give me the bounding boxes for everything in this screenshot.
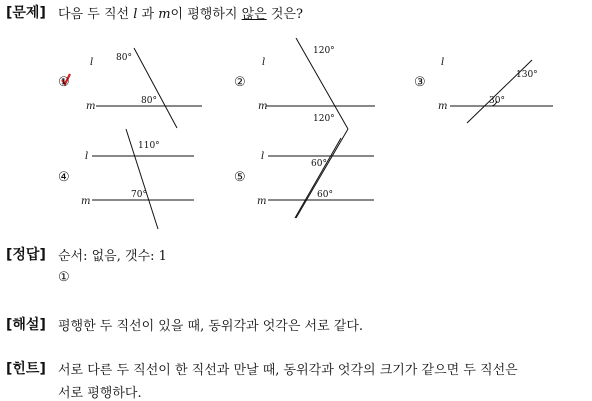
opt4-label-m: m bbox=[81, 196, 91, 207]
opt3-angle-1: 130° bbox=[516, 70, 538, 80]
hint-line-2: 서로 평행하다. bbox=[58, 386, 142, 401]
opt1-label-m: m bbox=[86, 101, 96, 112]
opt2-angle-1: 120° bbox=[313, 46, 335, 56]
var-l: l bbox=[133, 7, 138, 22]
option-2-number[interactable]: ② bbox=[234, 75, 246, 90]
opt5-angle-2: 60° bbox=[317, 190, 333, 200]
opt5-angle-1: 60° bbox=[311, 159, 327, 169]
answer-tag: [정답] bbox=[6, 247, 46, 263]
opt2-transversal-2 bbox=[296, 129, 348, 218]
hint-line-1: 서로 다른 두 직선이 한 직선과 만날 때, 동위각과 엇각의 크기가 같으면 두 직선은 bbox=[58, 363, 518, 378]
opt3-label-l: l bbox=[441, 57, 445, 68]
opt5-transversal bbox=[295, 138, 341, 218]
explanation-text: 평행한 두 직선이 있을 때, 동위각과 엇각은 서로 같다. bbox=[58, 319, 364, 334]
opt2-label-m: m bbox=[258, 101, 268, 112]
question-part-2: 과 bbox=[137, 7, 159, 22]
answer-line-1: 순서: 없음, 갯수: 1 bbox=[58, 249, 167, 264]
hint-tag: [힌트] bbox=[6, 361, 46, 377]
question-part-1: 다음 두 직선 bbox=[58, 7, 134, 22]
explanation-tag: [해설] bbox=[6, 317, 46, 333]
problem-tag: [문제] bbox=[6, 5, 46, 21]
opt4-angle-2: 70° bbox=[131, 190, 147, 200]
option-1-number[interactable]: ① bbox=[58, 75, 70, 90]
option-5-number[interactable]: ⑤ bbox=[234, 170, 246, 185]
opt1-label-l: l bbox=[90, 57, 94, 68]
opt1-angle-2: 80° bbox=[141, 96, 157, 106]
opt4-angle-1: 110° bbox=[138, 141, 160, 151]
question-underlined: 않은 bbox=[241, 7, 267, 22]
answer-line-2: ① bbox=[58, 270, 70, 285]
option-3-number[interactable]: ③ bbox=[414, 75, 426, 90]
opt3-label-m: m bbox=[438, 101, 448, 112]
opt2-label-l: l bbox=[262, 57, 266, 68]
opt5-label-l: l bbox=[261, 151, 265, 162]
opt1-transversal bbox=[134, 48, 177, 128]
question-part-3: 이 평행하지 bbox=[170, 7, 242, 22]
opt4-label-l: l bbox=[85, 151, 89, 162]
option-4-number[interactable]: ④ bbox=[58, 170, 70, 185]
question-part-4: 것은? bbox=[266, 7, 303, 22]
opt1-angle-1: 80° bbox=[116, 53, 132, 63]
var-m: m bbox=[158, 7, 171, 22]
opt5-label-m: m bbox=[257, 196, 267, 207]
opt2-angle-2: 120° bbox=[313, 114, 335, 124]
opt3-angle-2: 30° bbox=[489, 96, 505, 106]
